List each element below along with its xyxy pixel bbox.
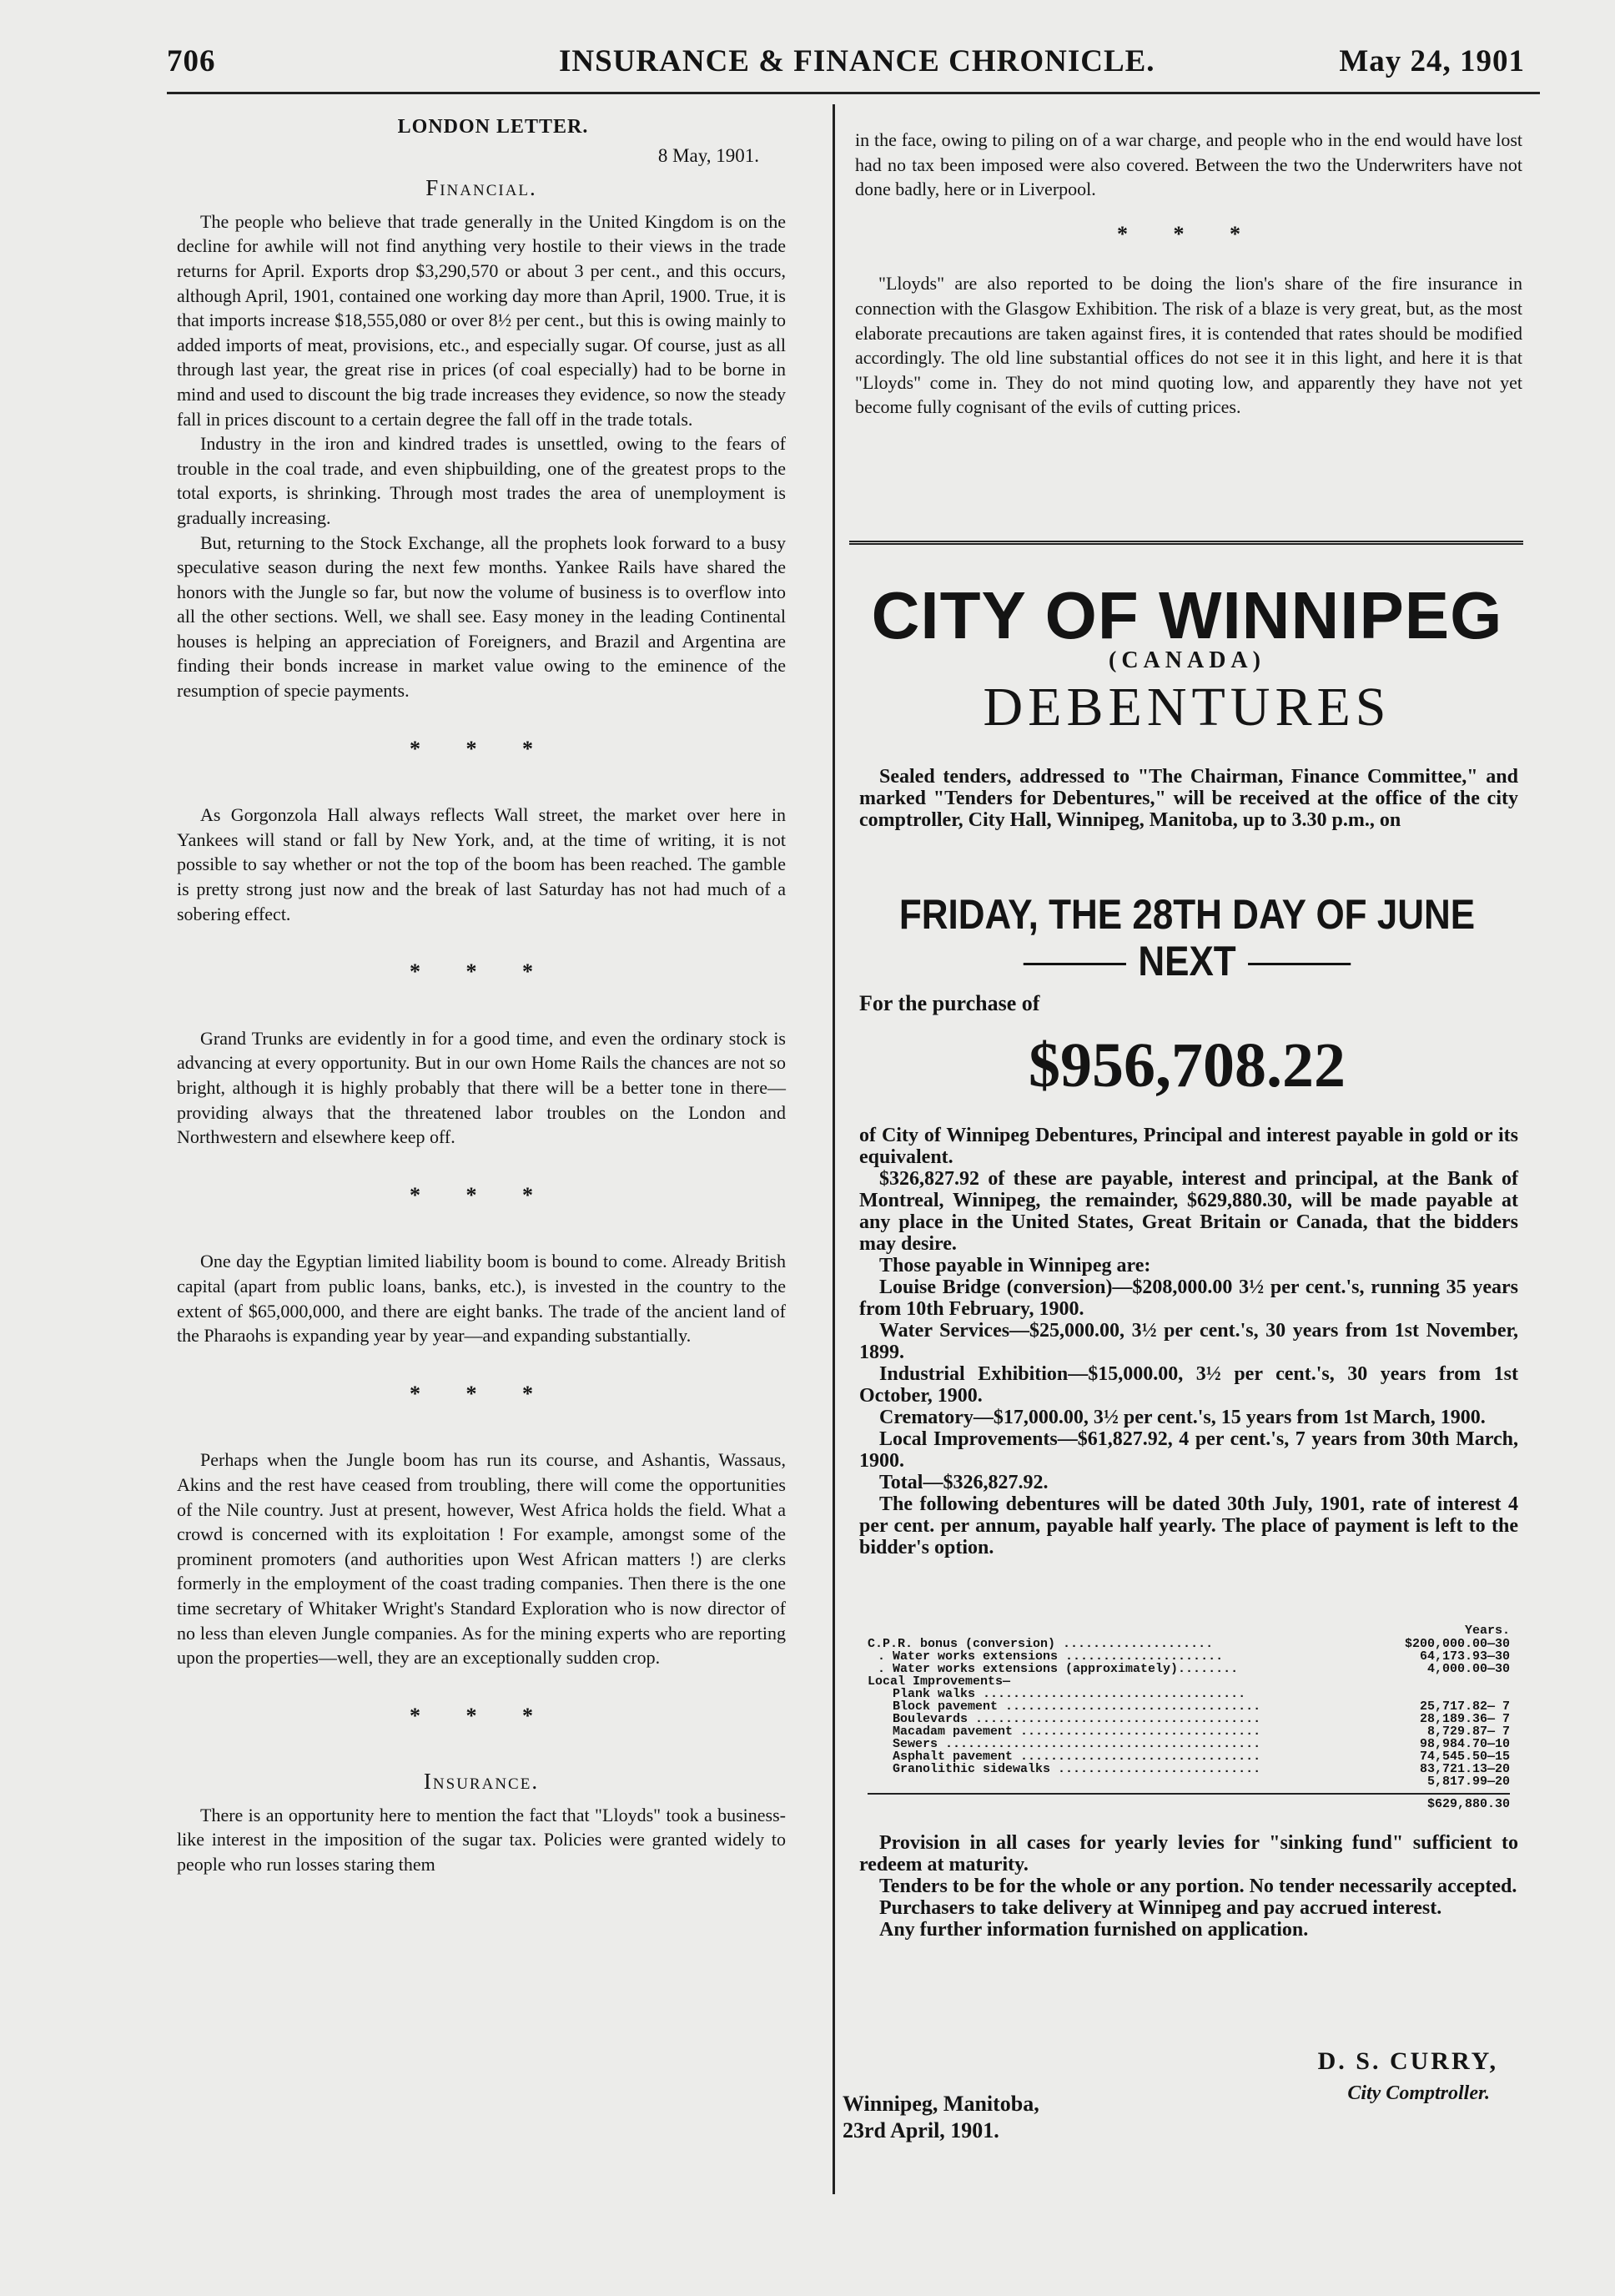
winnipeg-debentures-advertisement bbox=[843, 541, 1532, 2188]
ad-closing-text: Tenders to be for the whole or any portion. No tender necessarily accepted. bbox=[879, 1876, 1517, 1897]
ad-deadline-line2-wrap bbox=[884, 938, 1491, 984]
row-label: Asphalt pavement ................................ bbox=[893, 1750, 1261, 1764]
ad-intro bbox=[859, 766, 1518, 831]
issue-date: May 24, 1901 bbox=[1339, 44, 1525, 78]
ad-place-city: Winnipeg, Manitoba, bbox=[843, 2092, 1039, 2116]
ad-terms-text: The following debentures will be dated 30th July, 1901, rate of interest 4 per cent. per annum, payable half yearly. The place of payment is left to the bidder's option. bbox=[859, 1493, 1518, 1558]
ad-terms bbox=[859, 1125, 1518, 1558]
ad-heading: DEBENTURES bbox=[983, 677, 1391, 738]
section-divider-stars: * * * bbox=[410, 736, 553, 761]
row-label: Macadam pavement ................................ bbox=[893, 1725, 1261, 1739]
years-header: Years. bbox=[1464, 1624, 1510, 1638]
row-label: Granolithic sidewalks ........................... bbox=[893, 1762, 1261, 1776]
ad-amount: $956,708.22 bbox=[1029, 1030, 1346, 1100]
section-divider-stars: * * * bbox=[410, 1182, 553, 1207]
table-row bbox=[868, 1725, 1510, 1738]
ad-closing-text: Provision in all cases for yearly levies for "sinking fund" sufficient to redeem at maturity. bbox=[859, 1832, 1518, 1876]
table-row bbox=[868, 1750, 1510, 1763]
row-value: 8,729.87— 7 bbox=[1426, 1725, 1510, 1739]
section-divider-stars: * * * bbox=[1117, 221, 1260, 246]
row-label: Sewers .......................................... bbox=[893, 1737, 1261, 1751]
ad-deadline-line1: FRIDAY, THE 28TH DAY OF JUNE bbox=[898, 891, 1476, 938]
table-row bbox=[868, 1775, 1510, 1788]
ad-purchase-label: For the purchase of bbox=[859, 991, 1040, 1015]
row-value: 25,717.82— 7 bbox=[1419, 1699, 1510, 1714]
column-rule bbox=[833, 104, 835, 2194]
row-label: C.P.R. bonus (conversion) .................... bbox=[868, 1637, 1214, 1651]
ad-terms-text: of City of Winnipeg Debentures, Principal and interest payable in gold or its equivalent. bbox=[859, 1125, 1518, 1168]
paragraph: As Gorgonzola Hall always reflects Wall street, the market over here in Yankees will stand or fall by New York, and, at the time of writing, it is not possible to say whether or not the top of the boom has been reached. The gamble is pretty strong just now and the break of last Saturday has not had much of a sobering effect. bbox=[177, 804, 786, 924]
ad-terms-text: Water Services—$25,000.00, 3½ per cent.'s, 30 years from 1st November, 1899. bbox=[859, 1320, 1518, 1363]
ad-terms-text: Total—$326,827.92. bbox=[879, 1472, 1049, 1493]
ad-signature: D. S. CURRY, bbox=[1317, 2047, 1498, 2075]
ad-place-date: 23rd April, 1901. bbox=[843, 2118, 999, 2142]
ad-terms-text: Local Improvements—$61,827.92, 4 per cent.'s, 7 years from 30th March, 1900. bbox=[859, 1428, 1518, 1472]
ad-deadline-line2: NEXT bbox=[1138, 938, 1236, 984]
ad-terms-text: Those payable in Winnipeg are: bbox=[879, 1255, 1151, 1276]
paragraph: Grand Trunks are evidently in for a good time, and even the ordinary stock is advancing at every opportunity. But in our own Home Rails the chances are not so bright, although it is highly probably that there will be a better tone in there—providing always that the threatened labor troubles on the London and Northwestern and elsewhere keep off. bbox=[177, 1027, 786, 1148]
section-insurance: Insurance. bbox=[423, 1769, 540, 1795]
paragraph: There is an opportunity here to mention the fact that "Lloyds" took a business-like interest in the imposition of the sugar tax. Policies were granted widely to people who run losses staring them bbox=[177, 1804, 786, 1876]
table-row bbox=[868, 1675, 1510, 1688]
row-value: 5,817.99—20 bbox=[1426, 1775, 1510, 1789]
debenture-table bbox=[868, 1624, 1510, 1811]
row-label: Block pavement .................................. bbox=[893, 1699, 1261, 1714]
running-header bbox=[167, 43, 1525, 93]
row-value: 4,000.00—30 bbox=[1426, 1662, 1510, 1676]
ad-closing-text: Any further information furnished on application. bbox=[879, 1919, 1309, 1941]
paragraph: One day the Egyptian limited liability boom is bound to come. Already British capital (apart from public loans, banks, etc.), is invested in the country to the extent of $65,000,000, and there are eight banks. The trade of the ancient land of the Pharaohs is expanding year by year—and expanding substantially. bbox=[177, 1251, 786, 1347]
ad-deadline bbox=[884, 891, 1491, 984]
ad-terms-text: Crematory—$17,000.00, 3½ per cent.'s, 15 years from 1st March, 1900. bbox=[879, 1407, 1486, 1428]
table-row bbox=[868, 1713, 1510, 1725]
table-row bbox=[868, 1688, 1510, 1700]
right-column bbox=[855, 128, 1522, 420]
paragraph: "Lloyds" are also reported to be doing the lion's share of the fire insurance in connection with the Glasgow Exhibition. The risk of a blaze is very great, but, as the most elaborate precautions are taken against fires, it is contended that rates should be modified accordingly. The old line substantial offices do not see it in this light, and here it is that "Lloyds" come in. They do not mind quoting low, and apparently they have not yet become fully cognisant of the evils of cutting prices. bbox=[855, 273, 1522, 418]
row-label: Local Improvements— bbox=[868, 1674, 1011, 1689]
ad-terms-text: Louise Bridge (conversion)—$208,000.00 3½ per cent.'s, running 35 years from 10th February, 1900. bbox=[859, 1276, 1518, 1320]
row-value: 83,721.13—20 bbox=[1419, 1762, 1510, 1776]
journal-title: INSURANCE & FINANCE CHRONICLE. bbox=[559, 44, 1155, 78]
table-row bbox=[868, 1638, 1510, 1650]
header-rule bbox=[167, 92, 1540, 94]
ad-terms-text: Industrial Exhibition—$15,000.00, 3½ per cent.'s, 30 years from 1st October, 1900. bbox=[859, 1363, 1518, 1407]
table-row bbox=[868, 1738, 1510, 1750]
ad-title: CITY OF WINNIPEG bbox=[871, 578, 1503, 652]
row-label: Plank walks ................................... bbox=[893, 1687, 1246, 1701]
section-divider-stars: * * * bbox=[410, 959, 553, 984]
london-letter-heading: LONDON LETTER. bbox=[397, 116, 589, 138]
paragraph: But, returning to the Stock Exchange, all the prophets look forward to a busy speculative season during the next few months. Yankee Rails have shared the honors with the Jungle so far, but now the volume of business is to overflow into all the other sections. Well, we shall see. Easy money in the leading Continental houses is helping an appreciation of Foreigners, and Brazil and Argentina are finding their bonds increase in market value owing to the eminence of the resumption of specie payments. bbox=[177, 531, 786, 702]
row-label: Boulevards ...................................... bbox=[893, 1712, 1261, 1726]
table-row bbox=[868, 1663, 1510, 1675]
row-value: 98,984.70—10 bbox=[1419, 1737, 1510, 1751]
page-number: 706 bbox=[167, 44, 216, 78]
row-label: . Water works extensions (approximately)........ bbox=[878, 1662, 1239, 1676]
ad-place bbox=[843, 2091, 1039, 2144]
ad-closing bbox=[859, 1832, 1518, 1941]
section-divider-stars: * * * bbox=[410, 1703, 553, 1728]
table-total-row bbox=[868, 1793, 1510, 1810]
ad-closing-text: Purchasers to take delivery at Winnipeg and pay accrued interest. bbox=[879, 1897, 1442, 1919]
row-value: 64,173.93—30 bbox=[1419, 1649, 1510, 1664]
ad-intro-text: Sealed tenders, addressed to "The Chairman, Finance Committee," and marked "Tenders for Debentures," will be received at the office of the city comptroller, City Hall, Winnipeg, Manitoba, up to 3.30 p.m., on bbox=[859, 766, 1518, 831]
section-divider-stars: * * * bbox=[410, 1381, 553, 1406]
left-column bbox=[177, 115, 786, 1877]
row-label: . Water works extensions ..................... bbox=[878, 1649, 1224, 1664]
paragraph: Perhaps when the Jungle boom has run its course, and Ashantis, Wassaus, Akins and the rest have ceased from troubling, there will come the opportunities of the Nile country. Just at present, however, West Africa holds the field. What a crowd is concerned with its exploitation ! For example, amongst some of the prominent promoters (and authorities upon West African matters !) are clerks formerly in the employment of the coast trading companies. Then there is the one time secretary of Whitaker Wright's Standard Exploration who is now director of no less than eleven Jungle companies. As for the mining experts who are reporting upon the properties—well, they are an exceptionally sudden crop. bbox=[177, 1449, 786, 1669]
paragraph: Industry in the iron and kindred trades is unsettled, owing to the fears of trouble in the coal trade, and even shipbuilding, one of the greatest props to the total exports, is shrinking. Through most trades the area of unemployment is gradually increasing. bbox=[177, 433, 786, 528]
table-row bbox=[868, 1763, 1510, 1775]
section-financial: Financial. bbox=[425, 175, 537, 201]
rule-left bbox=[1024, 963, 1126, 965]
table-row bbox=[868, 1700, 1510, 1713]
row-value: $200,000.00—30 bbox=[1404, 1637, 1510, 1651]
ad-signature-title: City Comptroller. bbox=[1347, 2082, 1490, 2104]
table-total: $629,880.30 bbox=[1426, 1797, 1510, 1811]
paragraph: The people who believe that trade generally in the United Kingdom is on the decline for awhile will not find anything very hostile to their views in the trade returns for April. Exports drop $3,290,570 or about 3 per cent., and this occurs, although April, 1901, contained one working day more than April, 1900. True, it is that imports increase $18,555,080 or over 8½ per cent., but this is owing mainly to added imports of meat, provisions, etc., and especially sugar. Of course, just as all through last year, the great rise in prices (of coal especially) had to be borne in mind and used to discount the big trade increases they evidence, so now the steady fall in prices discount to a certain degree the fall off in the trade totals. bbox=[177, 210, 786, 430]
ad-subtitle: (CANADA) bbox=[1109, 647, 1265, 673]
row-value: 28,189.36— 7 bbox=[1419, 1712, 1510, 1726]
row-value: 74,545.50—15 bbox=[1419, 1750, 1510, 1764]
table-row bbox=[868, 1650, 1510, 1663]
letter-dateline: 8 May, 1901. bbox=[657, 144, 759, 166]
ad-terms-text: $326,827.92 of these are payable, interest and principal, at the Bank of Montreal, Winnipeg, the remainder, $629,880.30, will be made payable at any place in the United States, Great Britain or Canada, that the bidders may desire. bbox=[859, 1168, 1518, 1255]
paragraph: in the face, owing to piling on of a war charge, and people who in the end would have lost had no tax been imposed were also covered. Between the two the Underwriters have not done badly, here or in Liverpool. bbox=[855, 129, 1522, 200]
rule-right bbox=[1248, 963, 1351, 965]
